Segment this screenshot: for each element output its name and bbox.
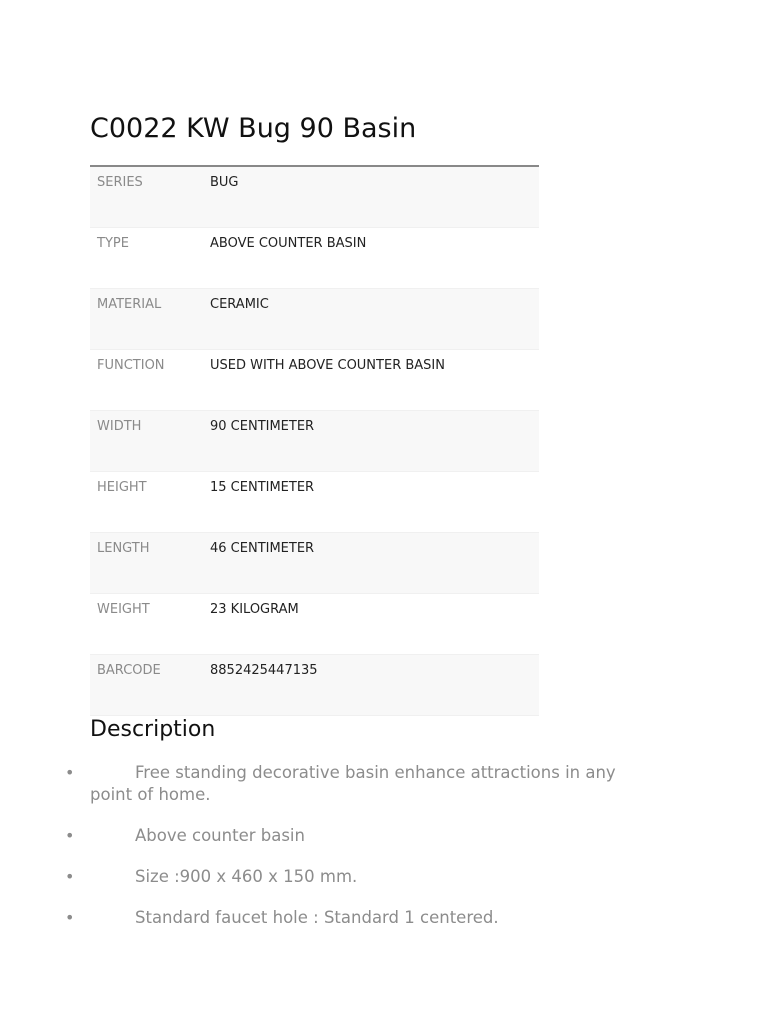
table-row (90, 532, 539, 593)
spec-label-function: FUNCTION (90, 349, 204, 410)
spec-value-type: ABOVE COUNTER BASIN (204, 227, 539, 288)
description-item-text: Free standing decorative basin enhance attractions in any point of home. (90, 762, 616, 804)
description-list (65, 762, 650, 929)
table-row (90, 166, 539, 227)
spec-value-height: 15 CENTIMETER (204, 471, 539, 532)
table-row (90, 349, 539, 410)
description-item-text: Standard faucet hole : Standard 1 centered. (135, 907, 499, 927)
spec-label-type: TYPE (90, 227, 204, 288)
spec-value-material: CERAMIC (204, 288, 539, 349)
spec-value-length: 46 CENTIMETER (204, 532, 539, 593)
table-row (90, 593, 539, 654)
table-row (90, 288, 539, 349)
spec-label-length: LENGTH (90, 532, 204, 593)
spec-label-material: MATERIAL (90, 288, 204, 349)
table-row (90, 471, 539, 532)
description-item-text: Size :900 x 460 x 150 mm. (135, 866, 358, 886)
product-content (65, 108, 650, 948)
list-item (65, 866, 650, 888)
list-item (65, 825, 650, 847)
spec-label-barcode: BARCODE (90, 654, 204, 715)
spec-label-width: WIDTH (90, 410, 204, 471)
description-item-text: Above counter basin (135, 825, 305, 845)
table-row (90, 410, 539, 471)
spec-label-weight: WEIGHT (90, 593, 204, 654)
list-item (65, 762, 650, 806)
bullet-icon: • (65, 825, 75, 845)
spec-value-function: USED WITH ABOVE COUNTER BASIN (204, 349, 539, 410)
spec-value-width: 90 CENTIMETER (204, 410, 539, 471)
spec-table (90, 165, 539, 716)
spec-value-barcode: 8852425447135 (204, 654, 539, 715)
table-row (90, 654, 539, 715)
spec-value-series: BUG (204, 166, 539, 227)
spec-value-weight: 23 KILOGRAM (204, 593, 539, 654)
spec-label-height: HEIGHT (90, 471, 204, 532)
description-heading: Description (90, 716, 216, 742)
bullet-icon: • (65, 866, 75, 886)
product-title: C0022 KW Bug 90 Basin (90, 113, 417, 144)
bullet-icon: • (65, 762, 75, 782)
table-row (90, 227, 539, 288)
bullet-icon: • (65, 907, 75, 927)
list-item (65, 907, 650, 929)
spec-label-series: SERIES (90, 166, 204, 227)
